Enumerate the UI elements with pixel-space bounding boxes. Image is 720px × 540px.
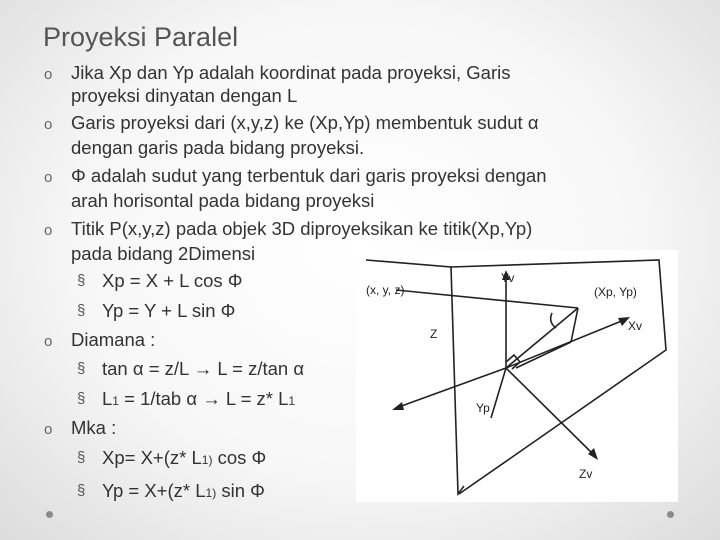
- yp-axis: [491, 368, 506, 418]
- sub-bullet-marker: §: [77, 449, 86, 466]
- sub-bullet-marker: §: [77, 302, 86, 319]
- item-6-sub-1: Xp= X+(z* L1) cos Φ: [102, 447, 267, 468]
- item-1-line-1: Jika Xp dan Yp adalah koordinat pada proyeksi, Garis: [71, 62, 511, 83]
- item-6-line-1: Mka :: [71, 417, 117, 438]
- base-line: [516, 342, 571, 368]
- label-z: Z: [430, 327, 438, 341]
- bullet-marker: o: [44, 421, 53, 438]
- item-4-sub-2: Yp = Y + L sin Φ: [102, 300, 236, 321]
- z-arrow: [392, 402, 404, 410]
- slide-decor-dot: [46, 511, 53, 518]
- bullet-marker: o: [44, 333, 53, 350]
- projection-line: [396, 290, 578, 308]
- label-yv: Yv: [501, 271, 515, 285]
- slide-decor-dot: [667, 511, 674, 518]
- label-yp: Yp: [476, 401, 490, 415]
- label-xv: Xv: [628, 319, 643, 333]
- item-2-line-2: dengan garis pada bidang proyeksi.: [71, 137, 365, 158]
- label-xyz: (x, y, z): [366, 283, 405, 297]
- sub-bullet-marker: §: [77, 482, 86, 499]
- page-title: Proyeksi Paralel: [43, 22, 239, 52]
- item-5-sub-2: L1 = 1/tab α → L = z* L1: [102, 388, 296, 409]
- alpha-arc: [551, 313, 556, 328]
- label-xpyp: (Xp, Yp): [594, 285, 637, 299]
- bullet-marker: o: [44, 66, 53, 83]
- item-3-line-2: arah horisontal pada bidang proyeksi: [71, 190, 375, 211]
- item-1-line-2: proyeksi dinyatan dengan L: [71, 85, 298, 106]
- bullet-marker: o: [44, 169, 53, 186]
- label-zv: Zv: [579, 467, 593, 481]
- item-2-line-1: Garis proyeksi dari (x,y,z) ke (Xp,Yp) membentuk sudut α: [71, 112, 539, 133]
- item-4-line-2: pada bidang 2Dimensi: [71, 243, 256, 264]
- sub-bullet-marker: §: [77, 272, 86, 289]
- projection-diagram: [356, 250, 678, 502]
- item-5-sub-1: tan α = z/L → L = z/tan α: [102, 358, 305, 379]
- item-6-sub-2: Yp = X+(z* L1) sin Φ: [102, 480, 265, 501]
- bullet-marker: o: [44, 116, 53, 133]
- item-3-line-1: Φ adalah sudut yang terbentuk dari garis proyeksi dengan: [71, 165, 547, 186]
- bullet-marker: o: [44, 222, 53, 239]
- item-5-line-1: Diamana :: [71, 329, 156, 350]
- sub-bullet-marker: §: [77, 390, 86, 407]
- item-4-sub-1: Xp = X + L cos Φ: [102, 270, 243, 291]
- sub-bullet-marker: §: [77, 360, 86, 377]
- zv-axis: [506, 368, 594, 455]
- item-4-line-1: Titik P(x,y,z) pada objek 3D diproyeksikan ke titik(Xp,Yp): [71, 218, 533, 239]
